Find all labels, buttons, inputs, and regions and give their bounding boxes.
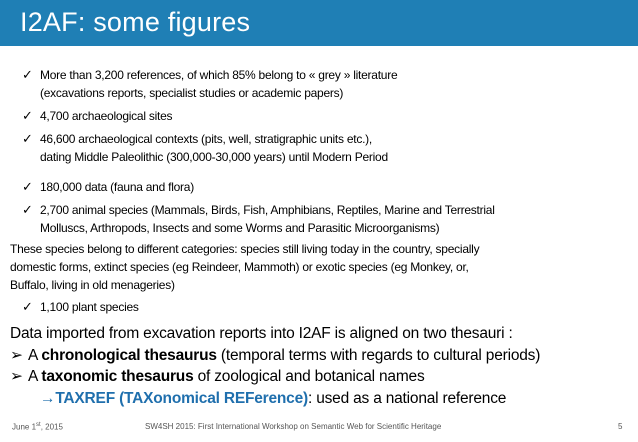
bullet-text: More than 3,200 references, of which 85% belong to « grey » literature	[40, 68, 398, 82]
slide-content	[10, 66, 622, 409]
paragraph-line: Buffalo, living in old menageries)	[10, 278, 175, 292]
bullet-plant-species	[22, 298, 622, 316]
species-paragraph	[10, 240, 622, 294]
chronological-thesaurus-item	[10, 345, 622, 367]
title-bar	[0, 0, 638, 46]
taxref-item	[10, 388, 622, 410]
bullet-sites	[22, 107, 622, 125]
item-text: of zoological and botanical names	[193, 368, 425, 385]
bullet-text: 4,700 archaeological sites	[40, 109, 173, 123]
bullet-text: (excavations reports, specialist studies or academic papers)	[40, 86, 344, 100]
footer-date-main: June 1	[12, 422, 37, 432]
footer-date	[12, 422, 63, 432]
chronological-thesaurus-label: chronological thesaurus	[41, 346, 217, 364]
bullet-text: 1,100 plant species	[40, 300, 139, 314]
check-icon: ✓	[22, 299, 33, 314]
bullet-text: 2,700 animal species (Mammals, Birds, Fish, Amphibians, Reptiles, Marine and Terrestrial	[40, 203, 495, 217]
item-prefix: A	[28, 346, 42, 364]
bullet-text: 180,000 data (fauna and flora)	[40, 180, 194, 194]
item-prefix: A	[28, 368, 42, 385]
arrow-right-icon: ➢	[10, 346, 23, 364]
arrow-right-icon: →	[40, 389, 56, 407]
check-icon: ✓	[22, 131, 33, 146]
item-text: : used as a national reference	[307, 389, 507, 407]
bullet-references	[22, 66, 622, 102]
arrow-right-icon: ➢	[10, 368, 23, 385]
paragraph-line: domestic forms, extinct species (eg Reindeer, Mammoth) or exotic species (eg Monkey, or,	[10, 260, 469, 274]
check-icon: ✓	[22, 179, 33, 194]
item-text: (temporal terms with regards to cultural periods)	[216, 346, 541, 364]
bullet-text: dating Middle Paleolithic (300,000-30,000 years) until Modern Period	[40, 150, 388, 164]
bullet-data	[22, 178, 622, 196]
footer-date-year: , 2015	[40, 422, 63, 432]
check-icon: ✓	[22, 108, 33, 123]
bullet-animal-species	[22, 201, 622, 237]
bullet-text: 46,600 archaeological contexts (pits, well, stratigraphic units etc.),	[40, 132, 373, 146]
bullet-text: Molluscs, Arthropods, Insects and some Worms and Parasitic Microorganisms)	[40, 221, 440, 235]
check-icon: ✓	[22, 202, 33, 217]
taxonomic-thesaurus-item	[10, 366, 622, 388]
data-import-intro: Data imported from excavation reports into I2AF is aligned on two thesauri :	[10, 325, 513, 342]
page-number: 5	[618, 422, 623, 431]
paragraph-line: These species belong to different categories: species still living today in the country, specially	[10, 242, 480, 256]
slide-title: I2AF: some figures	[20, 7, 251, 37]
check-icon: ✓	[22, 67, 33, 82]
taxref-label: TAXREF (TAXonomical REFerence)	[55, 389, 308, 407]
footer-date-sup: st	[36, 422, 41, 428]
taxonomic-thesaurus-label: taxonomic thesaurus	[41, 368, 194, 385]
data-import-section	[10, 323, 622, 409]
footer-event: SW4SH 2015: First International Workshop on Semantic Web for Scientific Heritage	[145, 422, 442, 431]
bullet-contexts	[22, 130, 622, 166]
